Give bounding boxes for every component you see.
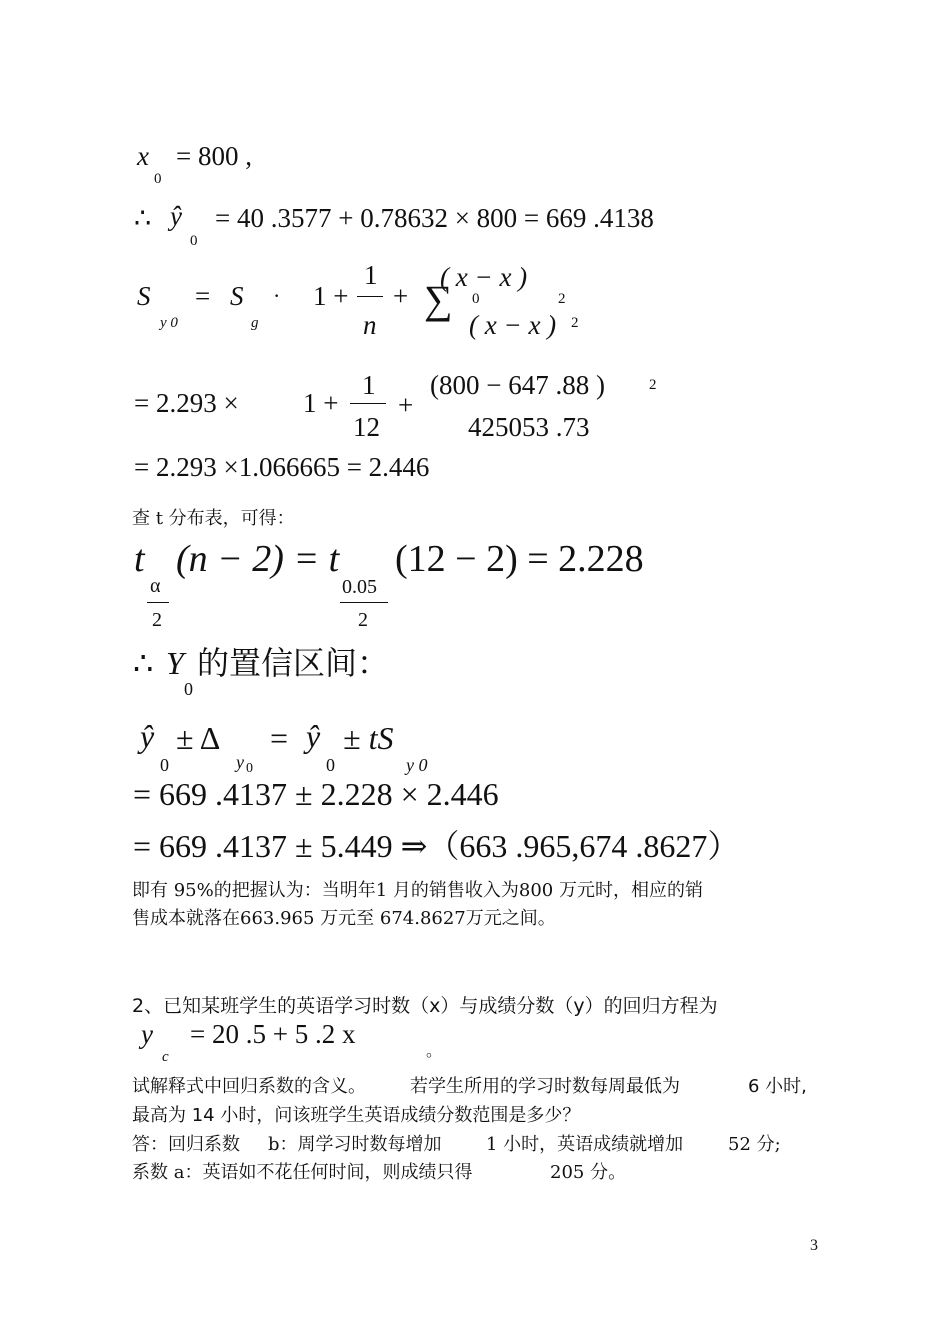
eq3-dot: · <box>273 283 281 308</box>
eq3-den-sup2: 2 <box>571 315 579 331</box>
eq8-sub0a: 0 <box>160 755 169 775</box>
eq3-sub-y0: y 0 <box>160 315 178 331</box>
q2-ans1-c: 1 小时，英语成绩就增加 <box>486 1134 684 1155</box>
eq9-text: = 669 .4137 ± 2.228 × 2.446 <box>133 776 499 812</box>
q2-eq-rest: = 20 .5 + 5 .2 x <box>190 1019 356 1049</box>
eq3-num-sup2: 2 <box>558 291 566 307</box>
eq7-text: 的置信区间： <box>197 644 390 682</box>
q2-ans2-a: 系数 a：英语如不花任何时间，则成绩只得 <box>132 1162 473 1183</box>
q2-ans1-b: b：周学习时数每增加 <box>268 1134 442 1155</box>
eq4-den12: 12 <box>353 412 380 442</box>
q2-ans1-a: 答：回归系数 <box>132 1134 240 1155</box>
eq6-alpha-bar <box>147 602 169 603</box>
eq4-one-plus: 1 + <box>303 388 339 418</box>
eq3-den-n: n <box>363 310 377 340</box>
eq6-p-bar <box>340 602 388 603</box>
eq3-num1: 1 <box>364 260 378 290</box>
eq6-t1: t <box>134 538 145 580</box>
eq7-therefore: ∴ <box>133 645 154 681</box>
q2-line3-c: 6 小时, <box>748 1076 807 1097</box>
eq8-sub-y0: 0 <box>246 761 253 776</box>
eq8-yhat: ŷ <box>140 718 155 754</box>
eq4-num-expr: (800 − 647 .88 ) <box>430 370 605 400</box>
t-table-text: 查 t 分布表，可得： <box>132 508 295 529</box>
eq3-num-sub0: 0 <box>472 291 480 307</box>
q2-period: 。 <box>426 1041 443 1060</box>
eq3-sigma: ∑ <box>424 277 453 322</box>
q2-eq-sub-c: c <box>162 1049 169 1065</box>
conclusion-line1: 即有 95%的把握认为：当明年1 月的销售收入为800 万元时，相应的销 <box>132 880 703 901</box>
eq3-eq: = <box>195 281 211 311</box>
eq2-yhat: ŷ <box>170 201 182 231</box>
q2-ans2-b: 205 分。 <box>550 1162 627 1183</box>
q2-eq-y: y <box>141 1019 153 1049</box>
eq8-eq: = <box>270 720 289 756</box>
eq4-fraction-bar-1 <box>350 403 386 404</box>
eq5-text: = 2.293 ×1.066665 = 2.446 <box>134 452 430 482</box>
eq2-rest: = 40 .3577 + 0.78632 × 800 = 669 .4138 <box>215 203 654 233</box>
conclusion-line2: 售成本就落在663.965 万元至 674.8627万元之间。 <box>132 908 556 929</box>
eq3-plus: + <box>393 281 409 311</box>
q2-ans1-d: 52 分; <box>728 1134 781 1155</box>
eq3-fraction-bar-1 <box>357 296 383 297</box>
eq6-p-num: 0.05 <box>342 576 377 598</box>
eq8-pm-delta: ± Δ <box>176 720 221 756</box>
eq6-alpha-num: α <box>150 575 161 597</box>
eq4-num1: 1 <box>362 370 376 400</box>
q2-line3-b: 若学生所用的学习时数每周最低为 <box>410 1076 680 1097</box>
eq4-plus: + <box>398 390 414 420</box>
eq4-sup2: 2 <box>649 377 657 393</box>
eq7-Y: Y <box>166 645 184 681</box>
eq2-sub0: 0 <box>190 233 198 249</box>
eq8-sub-y: y <box>236 752 244 772</box>
eq3-sub-g: g <box>251 315 259 331</box>
eq3-den-expr: ( x − x ) <box>469 310 557 340</box>
eq1-rest: = 800 , <box>176 141 252 171</box>
eq8-yhat2: ŷ <box>306 718 321 754</box>
eq2-therefore: ∴ <box>134 203 152 233</box>
eq4-den-expr: 425053 .73 <box>468 412 590 442</box>
eq1-sub0: 0 <box>154 171 162 187</box>
q2-line4: 最高为 14 小时，问该班学生英语成绩分数范围是多少？ <box>132 1105 581 1126</box>
eq7-sub0: 0 <box>184 679 193 699</box>
q2-line1: 2、已知某班学生的英语学习时数（x）与成绩分数（y）的回归方程为 <box>132 995 718 1017</box>
eq8-pm-tS: ± tS <box>343 720 394 756</box>
eq8-sub0b: 0 <box>326 755 335 775</box>
eq3-num-expr: ( x − x ) <box>440 262 528 292</box>
eq3-one-plus: 1 + <box>313 281 349 311</box>
eq6-end: (12 − 2) = 2.228 <box>395 538 644 580</box>
eq1-x: x <box>137 141 149 171</box>
eq4-lead: = 2.293 × <box>134 388 239 418</box>
page-number: 3 <box>810 1237 818 1254</box>
eq6-mid: (n − 2) = t <box>176 538 340 580</box>
eq10-text: = 669 .4137 ± 5.449 ⇒（663 .965,674 .8627） <box>133 828 740 864</box>
eq6-alpha-den: 2 <box>152 609 162 631</box>
eq6-p-den: 2 <box>358 609 368 631</box>
q2-line3-a: 试解释式中回归系数的含义。 <box>132 1076 366 1097</box>
eq3-S: S <box>137 281 151 311</box>
eq3-Sg: S <box>230 281 244 311</box>
eq8-sub-y0b: y 0 <box>406 755 428 775</box>
